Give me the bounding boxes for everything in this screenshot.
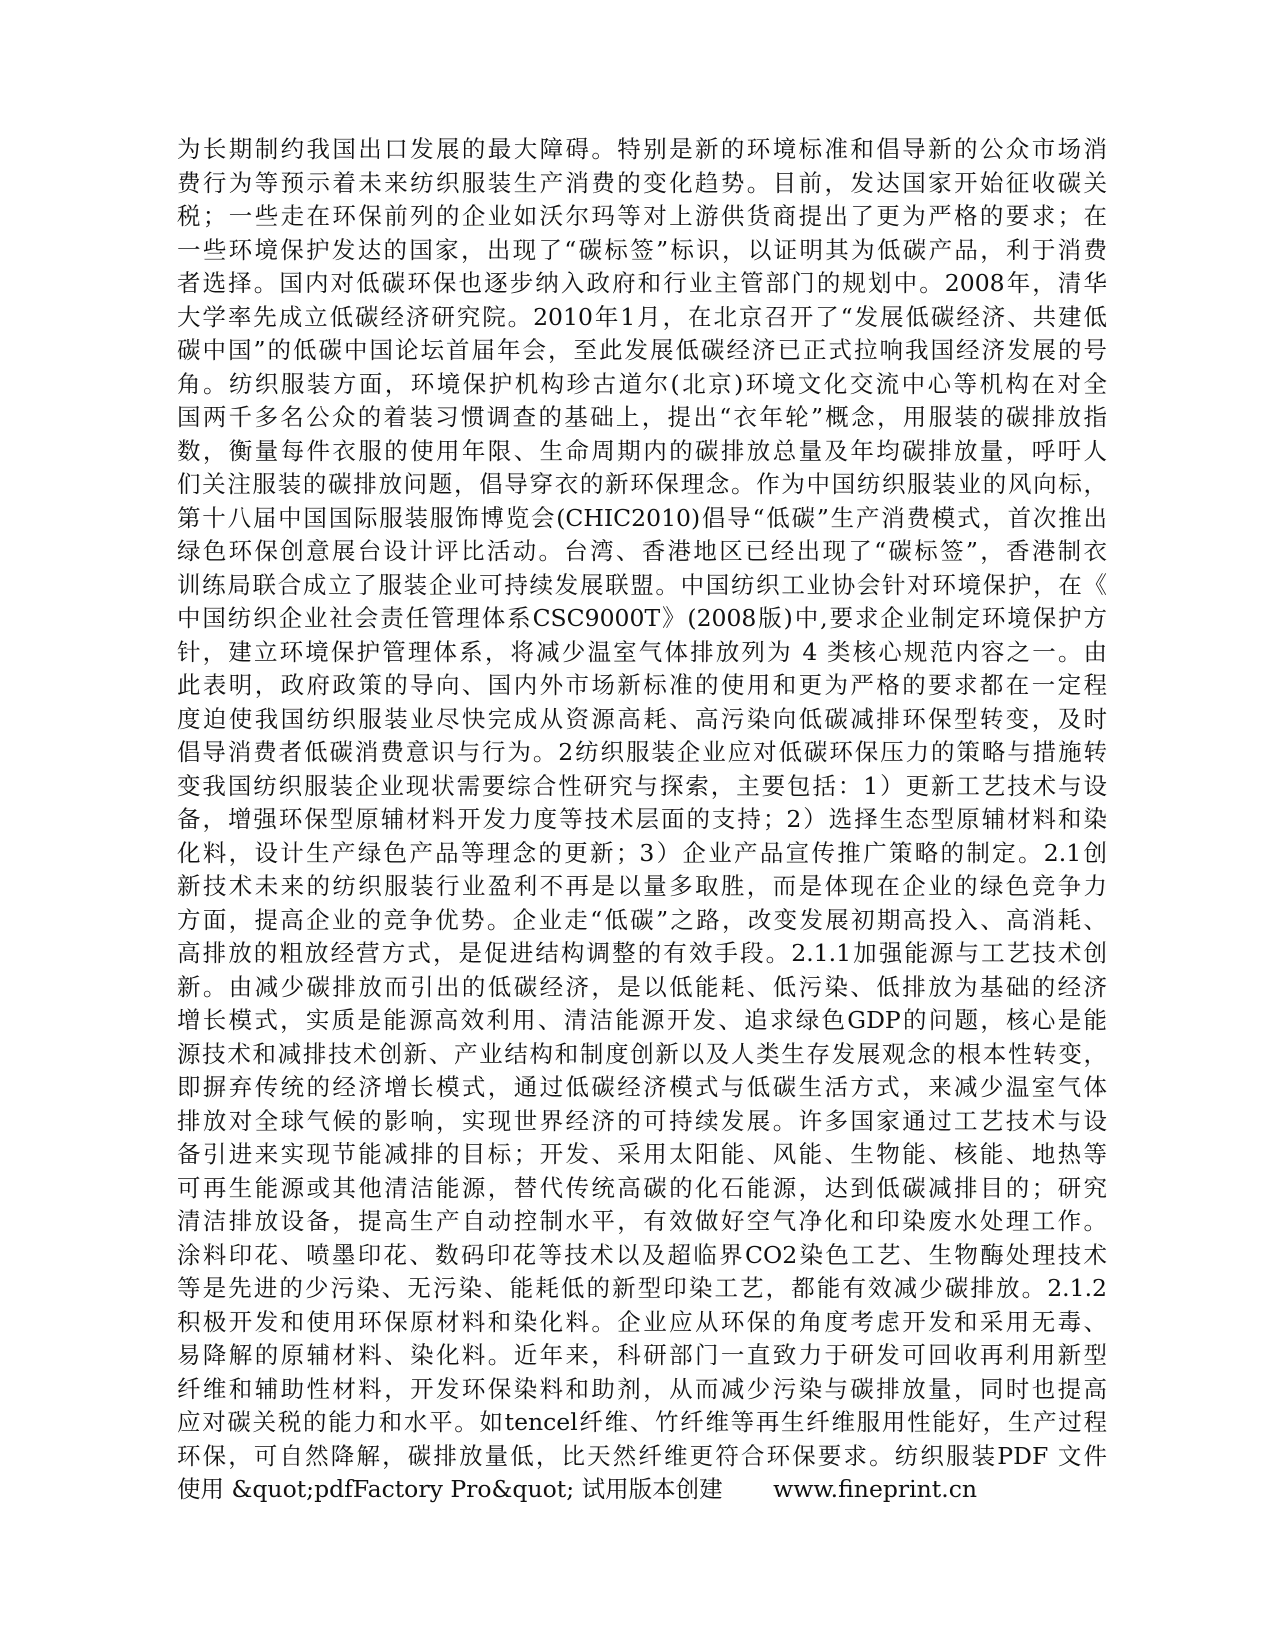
text-line: 税；一些走在环保前列的企业如沃尔玛等对上游供货商提出了更为严格的要求；在 — [177, 202, 1107, 230]
text-line: 此表明，政府政策的导向、国内外市场新标准的使用和更为严格的要求都在一定程 — [177, 671, 1107, 699]
text-line: 积极开发和使用环保原材料和染化料。企业应从环保的角度考虑开发和采用无毒、 — [177, 1307, 1107, 1336]
text-line: 源技术和减排技术创新、产业结构和制度创新以及人类生存发展观念的根本性转变， — [177, 1039, 1107, 1068]
text-line: 新技术未来的纺织服装行业盈利不再是以量多取胜，而是体现在企业的绿色竞争力 — [177, 872, 1107, 900]
text-line: 者选择。国内对低碳环保也逐步纳入政府和行业主管部门的规划中。2008年，清华 — [177, 269, 1107, 297]
text-line: 国两千多名公众的着装习惯调查的基础上，提出“衣年轮”概念，用服装的碳排放指 — [177, 403, 1107, 431]
text-line: 们关注服装的碳排放问题，倡导穿衣的新环保理念。作为中国纺织服装业的风向标， — [177, 470, 1107, 498]
text-line: 易降解的原辅材料、染化料。近年来，科研部门一直致力于研发可回收再利用新型 — [177, 1341, 1107, 1369]
text-line: 方面，提高企业的竞争优势。企业走“低碳”之路，改变发展初期高投入、高消耗、 — [177, 905, 1107, 934]
pdf-footer — [177, 1473, 977, 1507]
text-line: 清洁排放设备，提高生产自动控制水平，有效做好空气净化和印染废水处理工作。 — [177, 1207, 1107, 1235]
text-line: 即摒弃传统的经济增长模式，通过低碳经济模式与低碳生活方式，来减少温室气体 — [177, 1073, 1107, 1101]
text-line: 中国纺织企业社会责任管理体系CSC9000T》(2008版)中,要求企业制定环境保护方 — [177, 604, 1107, 632]
text-line: 针，建立环境保护管理体系，将减少温室气体排放列为 4 类核心规范内容之一。由 — [177, 637, 1107, 666]
text-line: 角。纺织服装方面，环境保护机构珍古道尔(北京)环境文化交流中心等机构在对全 — [177, 369, 1107, 398]
text-line: 变我国纺织服装企业现状需要综合性研究与探索，主要包括：1）更新工艺技术与设 — [177, 771, 1107, 800]
text-line: 化料，设计生产绿色产品等理念的更新；3）企业产品宣传推广策略的制定。2.1创 — [177, 838, 1107, 867]
text-line: 绿色环保创意展台设计评比活动。台湾、香港地区已经出现了“碳标签”，香港制衣 — [177, 537, 1107, 565]
text-line: 环保，可自然降解，碳排放量低，比天然纤维更符合环保要求。纺织服装PDF 文件 — [177, 1441, 1107, 1470]
text-line: 涂料印花、喷墨印花、数码印花等技术以及超临界CO2染色工艺、生物酶处理技术 — [177, 1240, 1107, 1269]
text-line: 高排放的粗放经营方式，是促进结构调整的有效手段。2.1.1加强能源与工艺技术创 — [177, 939, 1107, 967]
text-line: 纤维和辅助性材料，开发环保染料和助剂，从而减少污染与碳排放量，同时也提高 — [177, 1374, 1107, 1403]
text-line: 增长模式，实质是能源高效利用、清洁能源开发、追求绿色GDP的问题，核心是能 — [177, 1006, 1107, 1034]
text-line: 度迫使我国纺织服装业尽快完成从资源高耗、高污染向低碳减排环保型转变，及时 — [177, 704, 1107, 733]
text-line: 应对碳关税的能力和水平。如tencel纤维、竹纤维等再生纤维服用性能好，生产过程 — [177, 1408, 1107, 1436]
text-line: 碳中国”的低碳中国论坛首届年会，至此发展低碳经济已正式拉响我国经济发展的号 — [177, 336, 1107, 364]
text-line: 倡导消费者低碳消费意识与行为。2纺织服装企业应对低碳环保压力的策略与措施转 — [177, 738, 1107, 766]
fineprint-url: www.fineprint.cn — [773, 1475, 977, 1503]
text-line: 备引进来实现节能减排的目标；开发、采用太阳能、风能、生物能、核能、地热等 — [177, 1140, 1107, 1168]
text-line: 等是先进的少污染、无污染、能耗低的新型印染工艺，都能有效减少碳排放。2.1.2 — [177, 1274, 1107, 1302]
text-line: 新。由减少碳排放而引出的低碳经济，是以低能耗、低污染、低排放为基础的经济 — [177, 972, 1107, 1001]
text-line: 排放对全球气候的影响，实现世界经济的可持续发展。许多国家通过工艺技术与设 — [177, 1106, 1107, 1135]
pdffactory-notice: 使用 &quot;pdfFactory Pro&quot; 试用版本创建 — [177, 1475, 723, 1503]
text-line: 可再生能源或其他清洁能源，替代传统高碳的化石能源，达到低碳减排目的；研究 — [177, 1173, 1107, 1202]
text-line: 大学率先成立低碳经济研究院。2010年1月，在北京召开了“发展低碳经济、共建低 — [177, 302, 1107, 331]
text-line: 备，增强环保型原辅材料开发力度等技术层面的支持；2）选择生态型原辅材料和染 — [177, 805, 1107, 833]
text-line: 费行为等预示着未来纺织服装生产消费的变化趋势。目前，发达国家开始征收碳关 — [177, 168, 1107, 197]
body-text — [177, 133, 1107, 1507]
text-line: 一些环境保护发达的国家，出现了“碳标签”标识，以证明其为低碳产品，利于消费 — [177, 235, 1107, 264]
text-line: 训练局联合成立了服装企业可持续发展联盟。中国纺织工业协会针对环境保护，在《 — [177, 570, 1107, 599]
text-line: 数，衡量每件衣服的使用年限、生命周期内的碳排放总量及年均碳排放量，呼吁人 — [177, 436, 1107, 465]
text-line: 为长期制约我国出口发展的最大障碍。特别是新的环境标准和倡导新的公众市场消 — [177, 135, 1107, 163]
text-line: 第十八届中国国际服装服饰博览会(CHIC2010)倡导“低碳”生产消费模式，首次推出 — [177, 503, 1107, 532]
